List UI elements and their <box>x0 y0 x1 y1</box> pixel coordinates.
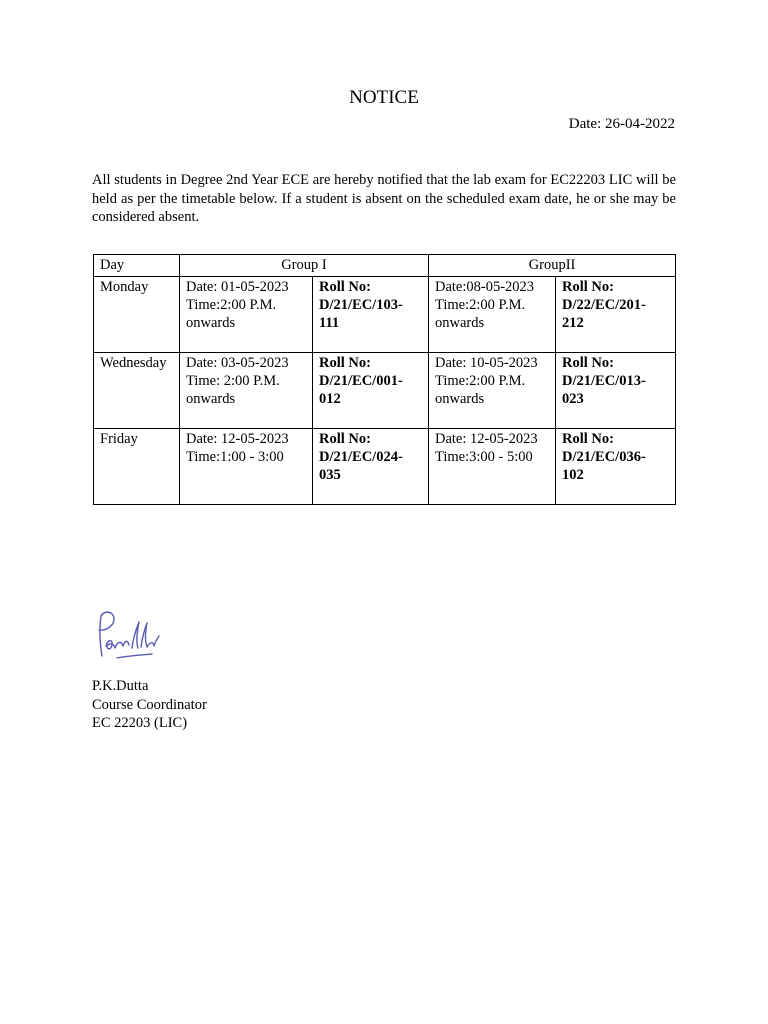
roll-label: Roll No: <box>562 431 614 447</box>
notice-title: NOTICE <box>349 87 419 108</box>
day-cell: Wednesday <box>94 353 180 429</box>
roll-label: Roll No: <box>562 355 614 371</box>
roll-range: D/21/EC/013- <box>562 373 646 389</box>
signatory-block <box>92 677 207 733</box>
roll-range: D/21/EC/024- <box>319 449 403 465</box>
roll-range: D/21/EC/036- <box>562 449 646 465</box>
group1-schedule-cell <box>180 353 313 429</box>
group1-schedule-cell <box>180 277 313 353</box>
table-row <box>94 353 676 429</box>
group2-schedule-cell <box>429 429 556 505</box>
schedule-time: Time:2:00 P.M. <box>186 297 277 313</box>
notice-date: Date: 26-04-2022 <box>568 116 675 132</box>
signature-image <box>92 606 164 662</box>
roll-range-end: 212 <box>562 315 584 331</box>
signatory-name: P.K.Dutta <box>92 678 149 694</box>
schedule-time: Time:2:00 P.M. <box>435 373 526 389</box>
header-day: Day <box>94 255 180 277</box>
roll-range-end: 035 <box>319 467 341 483</box>
roll-label: Roll No: <box>319 355 371 371</box>
schedule-date: Date: 03-05-2023 <box>186 355 289 371</box>
group1-schedule-cell <box>180 429 313 505</box>
day-cell: Monday <box>94 277 180 353</box>
roll-range: D/22/EC/201- <box>562 297 646 313</box>
schedule-note: onwards <box>186 391 236 407</box>
schedule-time: Time: 2:00 P.M. <box>186 373 280 389</box>
schedule-date: Date: 12-05-2023 <box>186 431 289 447</box>
roll-range: D/21/EC/001- <box>319 373 403 389</box>
schedule-note: onwards <box>186 315 236 331</box>
roll-label: Roll No: <box>562 279 614 295</box>
header-group-2: GroupII <box>429 255 676 277</box>
roll-range-end: 023 <box>562 391 584 407</box>
roll-range: D/21/EC/103- <box>319 297 403 313</box>
roll-range-end: 012 <box>319 391 341 407</box>
roll-range-end: 111 <box>319 315 340 331</box>
table-row <box>94 277 676 353</box>
group1-roll-cell <box>313 277 429 353</box>
roll-label: Roll No: <box>319 279 371 295</box>
header-group-1: Group I <box>180 255 429 277</box>
group1-roll-cell <box>313 353 429 429</box>
group2-roll-cell <box>556 353 676 429</box>
roll-label: Roll No: <box>319 431 371 447</box>
signatory-role: Course Coordinator <box>92 696 207 713</box>
schedule-date: Date: 12-05-2023 <box>435 431 538 447</box>
schedule-time: Time:1:00 - 3:00 <box>186 449 284 465</box>
notice-body: All students in Degree 2nd Year ECE are hereby notified that the lab exam for EC22203 LIC will be held as per the timetable below. If a student is absent on the scheduled exam date, he or she may be considered absent. <box>92 172 676 225</box>
schedule-date: Date: 10-05-2023 <box>435 355 538 371</box>
day-cell: Friday <box>94 429 180 505</box>
table-row <box>94 429 676 505</box>
schedule-note: onwards <box>435 391 485 407</box>
table-header-row <box>94 255 676 277</box>
exam-timetable <box>93 254 676 505</box>
roll-range-end: 102 <box>562 467 584 483</box>
schedule-note: onwards <box>435 315 485 331</box>
group1-roll-cell <box>313 429 429 505</box>
signatory-course: EC 22203 (LIC) <box>92 715 188 731</box>
schedule-time: Time:2:00 P.M. <box>435 297 526 313</box>
group2-roll-cell <box>556 277 676 353</box>
schedule-time: Time:3:00 - 5:00 <box>435 449 533 465</box>
group2-schedule-cell <box>429 353 556 429</box>
schedule-date: Date: 01-05-2023 <box>186 279 289 295</box>
group2-roll-cell <box>556 429 676 505</box>
group2-schedule-cell <box>429 277 556 353</box>
schedule-date: Date:08-05-2023 <box>435 279 535 295</box>
